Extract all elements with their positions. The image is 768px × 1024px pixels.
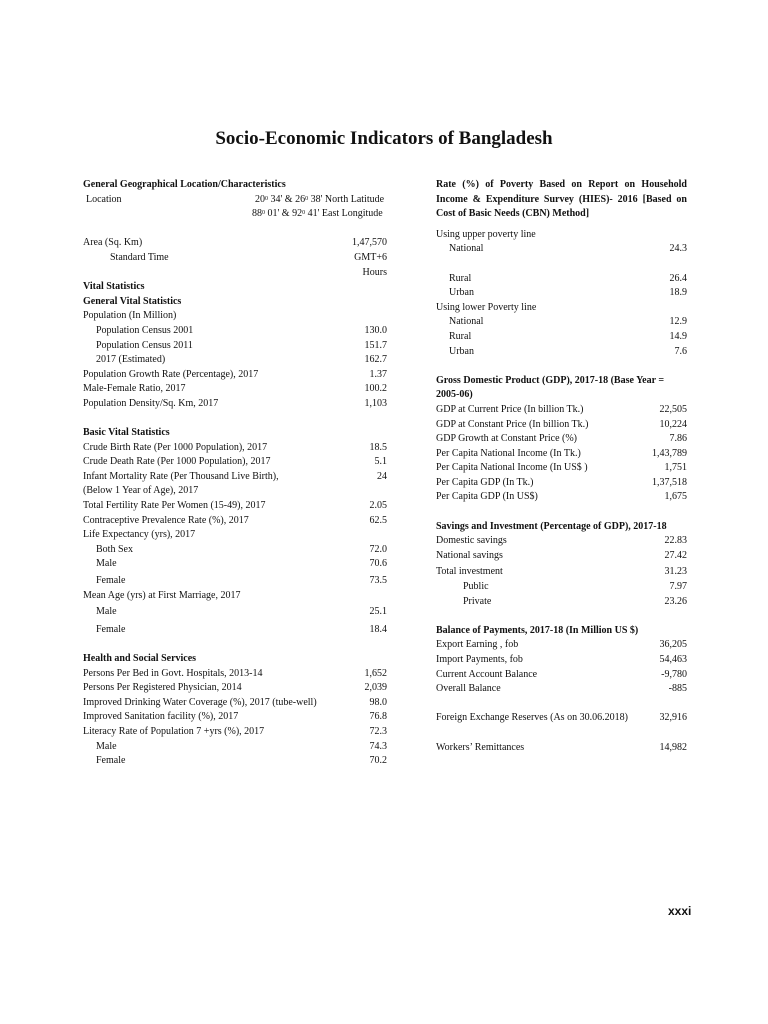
standard-time-unit-row: Hours	[362, 266, 387, 278]
crude-death-rate-row: Crude Death Rate (Per 1000 Population), 2017 5.1	[83, 456, 387, 468]
gdp-constant-row: GDP at Constant Price (In billion Tk.) 10,224	[436, 418, 687, 430]
bop-header: Balance of Payments, 2017-18 (In Million US $)	[436, 624, 639, 636]
infant-mortality-row: Infant Mortality Rate (Per Thousand Live Birth), 24	[83, 470, 387, 482]
national-savings-row: National savings 27.42	[436, 549, 687, 561]
total-fertility-row: Total Fertility Rate Per Women (15-49), 2017 2.05	[83, 500, 387, 512]
export-row: Export Earning , fob 36,205	[436, 639, 687, 651]
pc-gdp-tk-row: Per Capita GDP (In Tk.) 1,37,518	[436, 476, 687, 488]
overall-balance-row: Overall Balance -885	[436, 683, 687, 695]
basic-vital-header: Basic Vital Statistics	[83, 427, 170, 439]
literacy-female-row: Female 70.2	[96, 755, 387, 767]
import-row: Import Payments, fob 54,463	[436, 654, 687, 665]
population-row: Population (In Million)	[83, 310, 177, 322]
population-2017-row: 2017 (Estimated) 162.7	[96, 354, 387, 366]
geo-header: General Geographical Location/Characteristics	[83, 179, 286, 190]
health-header: Health and Social Services	[83, 653, 197, 664]
poverty-header: Rate (%) of Poverty Based on Report on Household Income & Expenditure Survey (HIES)- 2016 [Based on Cost of Basic Needs (CBN) Method]	[436, 179, 687, 220]
left-column	[83, 178, 387, 769]
page-title: Socio-Economic Indicators of Bangladesh	[215, 128, 553, 149]
right-column	[436, 178, 687, 755]
page-number: xxxi	[668, 904, 692, 918]
infant-mortality-row-2: (Below 1 Year of Age), 2017	[83, 485, 199, 497]
lower-national-row: National 12.9	[449, 316, 687, 328]
location-label: Location	[86, 193, 122, 205]
longitude-row	[83, 207, 387, 222]
mean-age-marriage-row: Mean Age (yrs) at First Marriage, 2017	[83, 589, 241, 601]
domestic-savings-row: Domestic savings 22.83	[436, 535, 687, 547]
upper-rural-row: Rural 26.4	[449, 272, 687, 284]
crude-birth-rate-row: Crude Birth Rate (Per 1000 Population), 2017 18.5	[83, 441, 387, 453]
growth-rate-row: Population Growth Rate (Percentage), 2017 1.37	[83, 368, 387, 380]
standard-time-row: Standard Time GMT+6	[110, 251, 387, 263]
life-expectancy-row: Life Expectancy (yrs), 2017	[83, 529, 196, 541]
life-expectancy-female-row: Female 73.5	[96, 575, 387, 587]
longitude-value: $88^0$ 01' & $92^0$ 41' East Longitude	[252, 208, 383, 220]
general-vital-header: General Vital Statistics	[83, 295, 182, 307]
mean-age-female-row: Female 18.4	[96, 623, 387, 635]
fx-reserves-row: Foreign Exchange Reserves (As on 30.06.2018) 32,916	[436, 712, 687, 724]
contraceptive-row: Contraceptive Prevalence Rate (%), 2017 62.5	[83, 514, 387, 526]
literacy-row: Literacy Rate of Population 7 +yrs (%), 2017 72.3	[83, 725, 387, 737]
private-investment-row: Private 23.26	[463, 595, 687, 607]
lower-poverty-row: Using lower Poverty line	[436, 301, 537, 313]
pc-gdp-usd-row: Per Capita GDP (In US$) 1,675	[436, 491, 687, 503]
persons-per-physician-row: Persons Per Registered Physician, 2014 2,039	[83, 682, 387, 694]
gdp-growth-row: GDP Growth at Constant Price (%) 7.86	[436, 433, 687, 445]
population-2011-row: Population Census 2011 151.7	[96, 339, 387, 351]
lower-rural-row: Rural 14.9	[449, 330, 687, 342]
area-row: Area (Sq. Km) 1,47,570	[83, 237, 387, 249]
vital-statistics-header: Vital Statistics	[83, 281, 145, 293]
population-density-row: Population Density/Sq. Km, 2017 1,103	[83, 397, 387, 409]
persons-per-bed-row: Persons Per Bed in Govt. Hospitals, 2013-14 1,652	[83, 667, 387, 679]
population-2001-row: Population Census 2001 130.0	[96, 324, 387, 336]
drinking-water-row: Improved Drinking Water Coverage (%), 2017 (tube-well) 98.0	[83, 696, 387, 708]
current-account-row: Current Account Balance -9,780	[436, 668, 687, 680]
lower-urban-row: Urban 7.6	[449, 345, 687, 357]
pc-national-income-usd-row: Per Capita National Income (In US$ ) 1,751	[436, 462, 687, 474]
life-expectancy-male-row: Male 70.6	[96, 558, 387, 570]
public-investment-row: Public 7.97	[463, 581, 687, 593]
sanitation-row: Improved Sanitation facility (%), 2017 76.8	[83, 711, 387, 723]
remittances-row: Workers’ Remittances 14,982	[436, 741, 687, 753]
male-female-ratio-row: Male-Female Ratio, 2017 100.2	[83, 383, 387, 395]
upper-poverty-row: Using upper poverty line	[436, 228, 536, 240]
savings-header: Savings and Investment (Percentage of GDP), 2017-18	[436, 520, 667, 532]
upper-national-row: National 24.3	[449, 243, 687, 255]
gdp-current-row: GDP at Current Price (In billion Tk.) 22,505	[436, 403, 687, 415]
upper-urban-row: Urban 18.9	[449, 287, 687, 299]
pc-national-income-tk-row: Per Capita National Income (In Tk.) 1,43,789	[436, 447, 687, 459]
latitude-value: $20^0$ 34' & $26^0$ 38' North Latitude	[255, 193, 385, 205]
gdp-header: Gross Domestic Product (GDP), 2017-18 (Base Year = 2005-06)	[436, 374, 665, 401]
mean-age-male-row: Male 25.1	[96, 606, 387, 618]
life-expectancy-both-row: Both Sex 72.0	[96, 543, 387, 555]
total-investment-row: Total investment 31.23	[436, 566, 687, 578]
literacy-male-row: Male 74.3	[96, 740, 387, 752]
location-row	[83, 193, 387, 208]
